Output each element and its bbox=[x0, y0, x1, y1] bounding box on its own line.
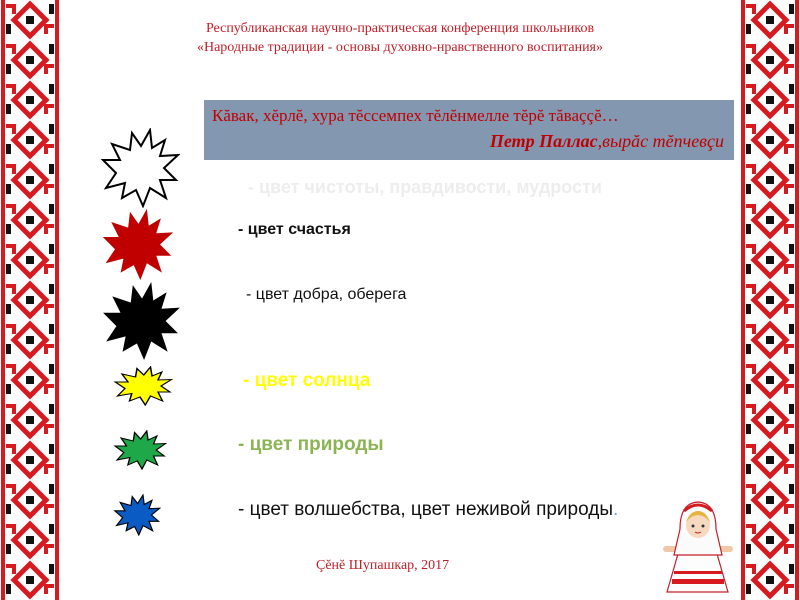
ornament-center bbox=[26, 256, 34, 264]
ornament-center bbox=[766, 56, 774, 64]
meaning-red: - цвет счастья bbox=[238, 221, 351, 238]
ornament-dash bbox=[746, 304, 751, 314]
meaning-blue-text: - цвет волшебства, цвет неживой природы bbox=[238, 499, 613, 520]
black-star-shape bbox=[103, 282, 180, 360]
meaning-white: - цвет чистоты, правдивости, мудрости bbox=[248, 177, 602, 197]
ornament-dash bbox=[49, 124, 54, 134]
ornament-dash bbox=[49, 324, 54, 334]
green-star-shape bbox=[115, 431, 166, 469]
ornament-dash bbox=[789, 84, 794, 94]
ornament-center bbox=[26, 96, 34, 104]
ornament-center bbox=[766, 256, 774, 264]
ornament-center bbox=[26, 56, 34, 64]
yellow-star-shape bbox=[115, 367, 171, 405]
ornament-dash bbox=[49, 84, 54, 94]
ornament-center bbox=[766, 416, 774, 424]
ornament-dash bbox=[6, 504, 11, 514]
quote-author-role: ,вырăс тĕпчевçи bbox=[597, 131, 724, 151]
ornament-dash bbox=[6, 584, 11, 594]
conference-subtitle: «Народные традиции - основы духовно-нравственного воспитания» bbox=[196, 40, 603, 55]
ornament-center bbox=[766, 16, 774, 24]
black-star-icon bbox=[100, 280, 182, 362]
ornament-center bbox=[26, 136, 34, 144]
ornament-dash bbox=[789, 364, 794, 374]
ornament-center bbox=[766, 496, 774, 504]
quote-author: Петр Паллас bbox=[489, 131, 598, 151]
ornament-dash bbox=[6, 304, 11, 314]
ornament-dash bbox=[6, 144, 11, 154]
ornament-dash bbox=[746, 64, 751, 74]
ornament-center bbox=[26, 576, 34, 584]
ornament-center bbox=[26, 456, 34, 464]
ornament-dash bbox=[746, 584, 751, 594]
ornament-dash bbox=[789, 204, 794, 214]
ornament-dash bbox=[49, 44, 54, 54]
ornament-dash bbox=[789, 244, 794, 254]
ornament-dash bbox=[6, 64, 11, 74]
chuvash-doll-icon bbox=[660, 497, 735, 594]
blue-star-shape bbox=[115, 495, 160, 535]
meaning-yellow: - цвет солнца bbox=[243, 370, 371, 391]
ornament-dash bbox=[746, 424, 751, 434]
green-star-icon bbox=[113, 430, 167, 470]
ornament-center bbox=[766, 376, 774, 384]
ornament-dash bbox=[746, 544, 751, 554]
doll-dress-band2 bbox=[674, 571, 722, 574]
ornament-center bbox=[26, 416, 34, 424]
quote-attribution bbox=[490, 131, 724, 152]
ornament-center bbox=[26, 496, 34, 504]
ornament-center bbox=[26, 296, 34, 304]
meaning-green: - цвет природы bbox=[238, 434, 384, 455]
ornament-dash bbox=[746, 344, 751, 354]
ornament-dash bbox=[6, 24, 11, 34]
ornament-dash bbox=[49, 204, 54, 214]
ornament-dash bbox=[49, 444, 54, 454]
ornament-center bbox=[26, 176, 34, 184]
ornament-dash bbox=[789, 164, 794, 174]
ornament-dash bbox=[746, 264, 751, 274]
ornament-dash bbox=[789, 44, 794, 54]
ornament-dash bbox=[49, 4, 54, 14]
ornament-center bbox=[26, 376, 34, 384]
yellow-star-icon bbox=[113, 366, 173, 406]
ornament-dash bbox=[789, 284, 794, 294]
ornament-center bbox=[766, 96, 774, 104]
ornament-dash bbox=[746, 184, 751, 194]
left-ornament-border bbox=[0, 0, 60, 600]
ornament-dash bbox=[789, 484, 794, 494]
ornament-dash bbox=[789, 124, 794, 134]
ornament-dash bbox=[6, 344, 11, 354]
ornament-center bbox=[26, 216, 34, 224]
ornament-dash bbox=[746, 24, 751, 34]
white-star-shape bbox=[103, 130, 178, 206]
ornament-dash bbox=[6, 184, 11, 194]
ornament-dash bbox=[789, 444, 794, 454]
ornament-dash bbox=[6, 384, 11, 394]
ornament-dash bbox=[746, 224, 751, 234]
ornament-center bbox=[766, 296, 774, 304]
meaning-blue bbox=[238, 496, 638, 524]
ornament-dash bbox=[49, 524, 54, 534]
ornament-dash bbox=[789, 524, 794, 534]
ornament-dash bbox=[49, 284, 54, 294]
right-ornament-border bbox=[740, 0, 800, 600]
meaning-blue-dot: . bbox=[613, 499, 619, 520]
red-star-icon bbox=[100, 207, 175, 282]
ornament-center bbox=[766, 536, 774, 544]
quote-box bbox=[204, 100, 734, 160]
ornament-dash bbox=[789, 404, 794, 414]
ornament-dash bbox=[6, 104, 11, 114]
ornament-dash bbox=[49, 244, 54, 254]
ornament-dash bbox=[746, 104, 751, 114]
ornament-dash bbox=[746, 464, 751, 474]
doll-eye-left bbox=[692, 525, 695, 528]
ornament-dash bbox=[6, 464, 11, 474]
ornament-center bbox=[766, 136, 774, 144]
ornament-dash bbox=[789, 564, 794, 574]
ornament-center bbox=[766, 456, 774, 464]
footer-place-year: Çĕнĕ Шупашкар, 2017 bbox=[316, 558, 450, 573]
ornament-dash bbox=[746, 384, 751, 394]
ornament-dash bbox=[6, 264, 11, 274]
meaning-black: - цвет добра, оберега bbox=[246, 286, 407, 303]
ornament-dash bbox=[746, 504, 751, 514]
ornament-center bbox=[766, 176, 774, 184]
ornament-dash bbox=[49, 404, 54, 414]
ornament-center bbox=[26, 336, 34, 344]
red-star-shape bbox=[103, 209, 173, 280]
ornament-center bbox=[26, 536, 34, 544]
ornament-dash bbox=[49, 484, 54, 494]
white-star-icon bbox=[100, 128, 180, 208]
ornament-dash bbox=[6, 224, 11, 234]
ornament-center bbox=[26, 16, 34, 24]
doll-dress-band bbox=[672, 579, 724, 584]
ornament-center bbox=[766, 216, 774, 224]
ornament-dash bbox=[789, 4, 794, 14]
ornament-dash bbox=[49, 364, 54, 374]
ornament-center bbox=[766, 576, 774, 584]
conference-title: Республиканская научно-практическая конференция школьников bbox=[205, 21, 595, 36]
ornament-dash bbox=[49, 564, 54, 574]
quote-text: Кăвак, хĕрлĕ, хура тĕссемпех тĕлĕнмелле тĕрĕ тăваççĕ… bbox=[212, 106, 619, 125]
doll-eye-right bbox=[702, 525, 705, 528]
blue-star-icon bbox=[113, 494, 161, 536]
ornament-dash bbox=[49, 164, 54, 174]
ornament-dash bbox=[6, 424, 11, 434]
ornament-dash bbox=[789, 324, 794, 334]
ornament-dash bbox=[6, 544, 11, 554]
ornament-dash bbox=[746, 144, 751, 154]
ornament-center bbox=[766, 336, 774, 344]
